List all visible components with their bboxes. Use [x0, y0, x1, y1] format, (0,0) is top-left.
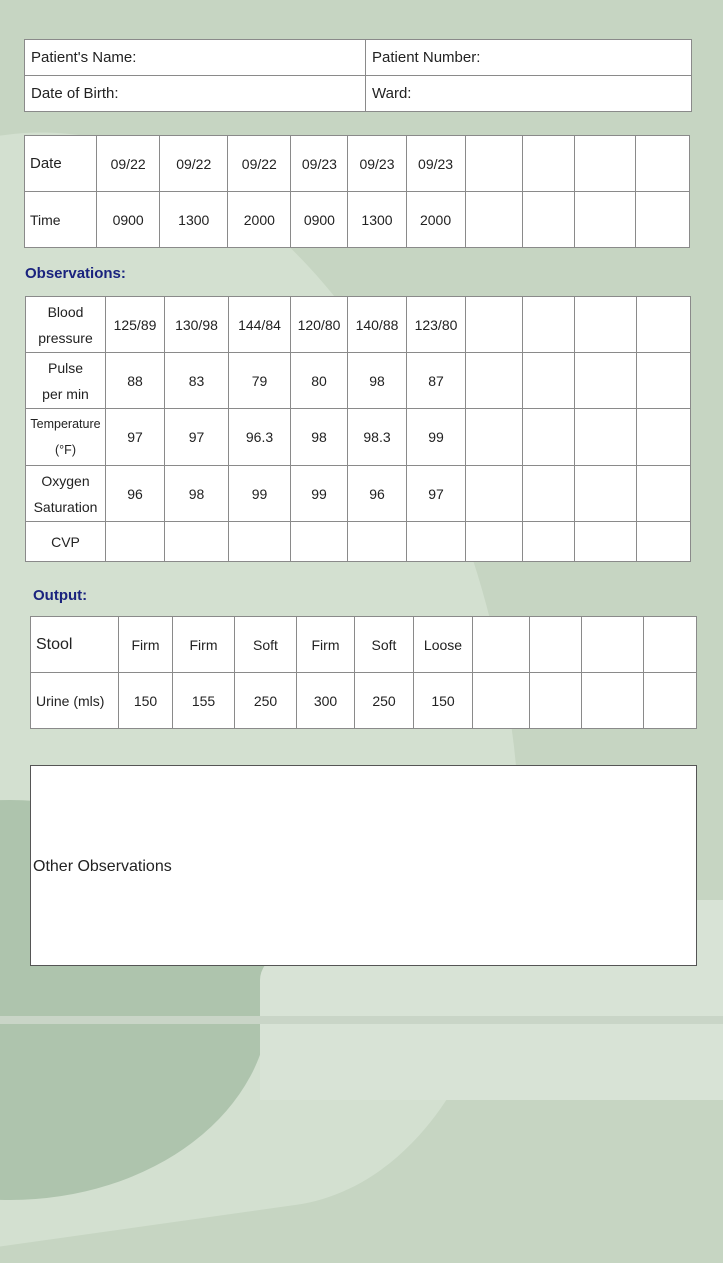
stool-cell[interactable]: Firm	[297, 617, 355, 673]
value-cell[interactable]: 97	[106, 409, 165, 466]
value-cell[interactable]: 130/98	[165, 297, 229, 353]
value-cell[interactable]: 80	[291, 353, 348, 409]
value-cell[interactable]	[637, 297, 691, 353]
value-cell[interactable]	[348, 522, 407, 562]
row-label-line: per min	[42, 385, 89, 402]
value-cell[interactable]	[523, 409, 575, 466]
value-cell[interactable]: 120/80	[291, 297, 348, 353]
value-cell[interactable]: 140/88	[348, 297, 407, 353]
value-cell[interactable]: 97	[165, 409, 229, 466]
value-cell[interactable]	[523, 522, 575, 562]
value-cell[interactable]	[575, 353, 637, 409]
ward-field[interactable]: Ward:	[366, 76, 692, 112]
date-cell[interactable]: 09/23	[406, 136, 465, 192]
row-label-line: Oxygen	[41, 472, 90, 489]
urine-cell[interactable]: 300	[297, 673, 355, 729]
stool-cell[interactable]	[644, 617, 697, 673]
other-observations-label: Other Observations	[33, 858, 172, 875]
value-cell[interactable]	[165, 522, 229, 562]
urine-cell[interactable]: 155	[173, 673, 235, 729]
time-cell[interactable]	[574, 192, 635, 248]
value-cell[interactable]	[291, 522, 348, 562]
patient-name-field[interactable]: Patient's Name:	[25, 40, 366, 76]
background-strip	[0, 1016, 723, 1024]
value-cell[interactable]	[466, 522, 523, 562]
value-cell[interactable]	[637, 466, 691, 522]
value-cell[interactable]: 98	[291, 409, 348, 466]
value-cell[interactable]: 96.3	[229, 409, 291, 466]
value-cell[interactable]: 83	[165, 353, 229, 409]
value-cell[interactable]: 99	[291, 466, 348, 522]
value-cell[interactable]	[637, 409, 691, 466]
time-cell[interactable]: 0900	[291, 192, 348, 248]
date-cell[interactable]	[635, 136, 689, 192]
urine-row	[31, 673, 697, 729]
row-label	[26, 297, 106, 353]
pulse-row	[26, 353, 691, 409]
row-label-line: Pulse	[47, 359, 84, 376]
stool-cell[interactable]: Soft	[235, 617, 297, 673]
date-cell[interactable]	[574, 136, 635, 192]
output-heading: Output:	[33, 587, 88, 604]
value-cell[interactable]	[466, 409, 523, 466]
value-cell[interactable]	[523, 466, 575, 522]
value-cell[interactable]	[637, 353, 691, 409]
value-cell[interactable]: 125/89	[106, 297, 165, 353]
stool-row	[31, 617, 697, 673]
patient-number-field[interactable]: Patient Number:	[366, 40, 692, 76]
date-cell[interactable]: 09/23	[291, 136, 348, 192]
value-cell[interactable]	[637, 522, 691, 562]
cvp-row	[26, 522, 691, 562]
value-cell[interactable]	[575, 522, 637, 562]
row-label-line: pressure	[38, 329, 93, 346]
date-row	[25, 136, 690, 192]
patient-info-table	[24, 39, 692, 112]
date-cell[interactable]: 09/22	[97, 136, 160, 192]
value-cell[interactable]	[575, 466, 637, 522]
value-cell[interactable]	[106, 522, 165, 562]
stool-cell[interactable]: Firm	[119, 617, 173, 673]
value-cell[interactable]: 99	[229, 466, 291, 522]
row-label-line: Temperature	[30, 417, 101, 431]
value-cell[interactable]: 88	[106, 353, 165, 409]
urine-cell[interactable]	[530, 673, 582, 729]
row-label-line: (°F)	[55, 443, 76, 457]
time-cell[interactable]: 0900	[97, 192, 160, 248]
time-label: Time	[25, 192, 97, 248]
urine-cell[interactable]	[644, 673, 697, 729]
time-cell[interactable]	[465, 192, 522, 248]
date-cell[interactable]: 09/22	[228, 136, 291, 192]
value-cell[interactable]	[523, 297, 575, 353]
urine-cell[interactable]	[582, 673, 644, 729]
row-label-line: Saturation	[33, 498, 98, 515]
row-label-line: Blood	[47, 303, 84, 320]
value-cell[interactable]: 79	[229, 353, 291, 409]
time-row	[25, 192, 690, 248]
value-cell[interactable]	[466, 466, 523, 522]
value-cell[interactable]	[229, 522, 291, 562]
value-cell[interactable]: 98	[348, 353, 407, 409]
schedule-table	[24, 135, 690, 248]
urine-cell[interactable]: 250	[355, 673, 414, 729]
row-label	[26, 466, 106, 522]
date-cell[interactable]: 09/23	[348, 136, 406, 192]
other-observations-box[interactable]	[30, 765, 697, 966]
urine-cell[interactable]: 150	[119, 673, 173, 729]
stool-cell[interactable]: Soft	[355, 617, 414, 673]
observations-heading: Observations:	[25, 265, 126, 282]
stool-cell[interactable]	[530, 617, 582, 673]
value-cell[interactable]	[575, 409, 637, 466]
time-cell[interactable]: 2000	[228, 192, 291, 248]
row-label	[26, 409, 106, 466]
row-label	[26, 353, 106, 409]
value-cell[interactable]: 98	[165, 466, 229, 522]
date-label: Date	[25, 136, 97, 192]
time-cell[interactable]	[635, 192, 689, 248]
time-cell[interactable]	[522, 192, 574, 248]
blood-pressure-row	[26, 297, 691, 353]
time-cell[interactable]: 2000	[406, 192, 465, 248]
value-cell[interactable]	[523, 353, 575, 409]
time-cell[interactable]: 1300	[160, 192, 228, 248]
temperature-row	[26, 409, 691, 466]
value-cell[interactable]: 97	[407, 466, 466, 522]
stool-cell[interactable]	[473, 617, 530, 673]
value-cell[interactable]: 87	[407, 353, 466, 409]
stool-cell[interactable]	[582, 617, 644, 673]
value-cell[interactable]	[407, 522, 466, 562]
value-cell[interactable]	[466, 353, 523, 409]
row-label: CVP	[26, 522, 106, 562]
date-cell[interactable]: 09/22	[160, 136, 228, 192]
stool-cell[interactable]: Firm	[173, 617, 235, 673]
output-table	[30, 616, 697, 729]
value-cell[interactable]	[466, 297, 523, 353]
urine-cell[interactable]: 250	[235, 673, 297, 729]
value-cell[interactable]	[575, 297, 637, 353]
date-cell[interactable]	[465, 136, 522, 192]
urine-cell[interactable]	[473, 673, 530, 729]
stool-cell[interactable]: Loose	[414, 617, 473, 673]
value-cell[interactable]: 96	[348, 466, 407, 522]
value-cell[interactable]: 99	[407, 409, 466, 466]
stool-label: Stool	[31, 617, 119, 673]
urine-label: Urine (mls)	[31, 673, 119, 729]
date-of-birth-field[interactable]: Date of Birth:	[25, 76, 366, 112]
time-cell[interactable]: 1300	[348, 192, 406, 248]
value-cell[interactable]: 96	[106, 466, 165, 522]
urine-cell[interactable]: 150	[414, 673, 473, 729]
value-cell[interactable]: 144/84	[229, 297, 291, 353]
oxygen-saturation-row	[26, 466, 691, 522]
observations-table	[25, 296, 691, 562]
date-cell[interactable]	[522, 136, 574, 192]
value-cell[interactable]: 98.3	[348, 409, 407, 466]
value-cell[interactable]: 123/80	[407, 297, 466, 353]
